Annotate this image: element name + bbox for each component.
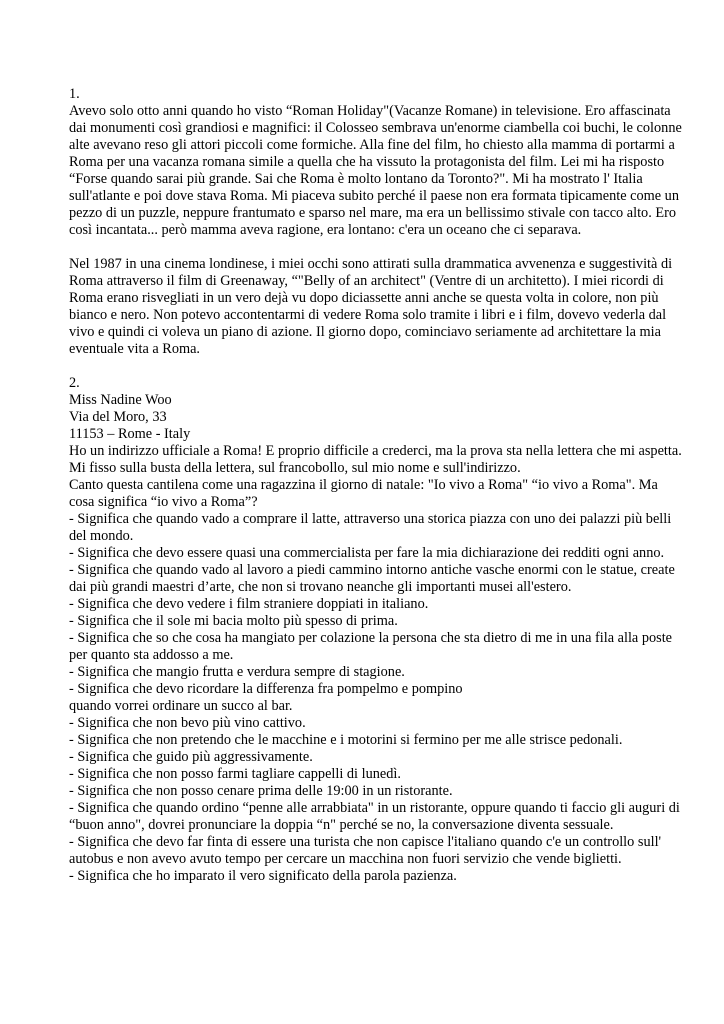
- list-item: - Significa che devo far finta di essere una turista che non capisce l'italiano quando c'e un controllo sull' autobus e non avevo avuto tempo per cercare un macchina non fuori servizio che vende biglietti.: [69, 834, 662, 867]
- section-1: [69, 86, 684, 358]
- paragraph: Nel 1987 in una cinema londinese, i miei occhi sono attirati sulla drammatica avvenenza e suggestività di Roma attraverso il film di Greenaway, “"Belly of an architect" (Ventre di un architetto). I miei ricordi di Roma erano risvegliati in un vero dejà vu dopo diciassette anni anche se questa volta in colore, non più bianco e nero. Non potevo accontentarmi di vedere Roma solo tramite i libri e i film, dovevo vederla dal vivo e quindi ci voleva un piano di azione. Il giorno dopo, cominciavo seriamente ad architettare la mia eventuale vita a Roma.: [69, 256, 673, 357]
- list-item: - Significa che non posso cenare prima delle 19:00 in un ristorante.: [69, 783, 453, 799]
- list-item: - Significa che so che cosa ha mangiato per colazione la persona che sta dietro di me in una fila alla poste per quanto sta addosso a me.: [69, 630, 673, 663]
- list-item: quando vorrei ordinare un succo al bar.: [69, 698, 293, 714]
- list-item: - Significa che quando vado al lavoro a piedi cammino intorno antiche vasche enormi con le statue, create dai più grandi maestri d’arte, che non si trovano neanche gli importanti musei all'estero.: [69, 562, 675, 595]
- section-number: 2.: [69, 375, 80, 391]
- list-item: - Significa che il sole mi bacia molto più spesso di prima.: [69, 613, 398, 629]
- list-item: - Significa che non bevo più vino cattivo.: [69, 715, 306, 731]
- list-item: - Significa che devo vedere i film straniere doppiati in italiano.: [69, 596, 429, 612]
- list-item: - Significa che quando vado a comprare il latte, attraverso una storica piazza con uno dei palazzi più belli del mondo.: [69, 511, 672, 544]
- paragraph-spacer: [69, 239, 684, 256]
- list-item: - Significa che guido più aggressivamente.: [69, 749, 313, 765]
- section-2: [69, 375, 684, 885]
- list-item: - Significa che devo essere quasi una commercialista per fare la mia dichiarazione dei redditi ogni anno.: [69, 545, 665, 561]
- list-item: - Significa che non pretendo che le macchine e i motorini si fermino per me alle strisce pedonali.: [69, 732, 623, 748]
- list-item: - Significa che quando ordino “penne alle arrabbiata" in un ristorante, oppure quando ti faccio gli auguri di “buon anno", dovrei pronunciare la doppia “n" perché se no, la conversazione diventa sessuale.: [69, 800, 680, 833]
- list-item: - Significa che devo ricordare la differenza fra pompelmo e pompino: [69, 681, 463, 697]
- address-city: 11153 – Rome - Italy: [69, 426, 191, 442]
- paragraph: Avevo solo otto anni quando ho visto “Roman Holiday"(Vacanze Romane) in televisione. Ero affascinata dai monumenti così grandiosi e magnifici: il Colosseo sembrava un'enorme ciambella coi buchi, le colonne alte avevano reso gli attori piccoli come formiche. Alla fine del film, ho chiesto alla mamma di portarmi a Roma per una vacanza romana simile a quella che ha vissuto la protagonista del film. Lei mi ha risposto “Forse quando sarai più grande. Sai che Roma è molto lontano da Toronto?". Mi ha mostrato l' Italia sull'atlante e poi dove stava Roma. Mi piaceva subito perché il paese non era formata tipicamente come un pezzo di un puzzle, neppure frantumato e sparso nel mare, ma era un bellissimo stivale con tacco alto. Ero così incantata... però mamma aveva ragione, era lontano: c'era un oceano che ci separava.: [69, 103, 682, 238]
- address-block: [69, 392, 684, 443]
- section-spacer: [69, 358, 684, 375]
- address-name: Miss Nadine Woo: [69, 392, 172, 408]
- list: [69, 511, 684, 885]
- list-item: - Significa che mangio frutta e verdura sempre di stagione.: [69, 664, 405, 680]
- section-number: 1.: [69, 86, 80, 102]
- paragraph: Ho un indirizzo ufficiale a Roma! E proprio difficile a crederci, ma la prova sta nella lettera che mi aspetta. Mi fisso sulla busta della lettera, sul francobollo, sul mio nome e sull'indirizzo.: [69, 443, 682, 476]
- address-street: Via del Moro, 33: [69, 409, 167, 425]
- list-item: - Significa che non posso farmi tagliare cappelli di lunedì.: [69, 766, 401, 782]
- paragraph: Canto questa cantilena come una ragazzina il giorno di natale: "Io vivo a Roma" “io vivo a Roma". Ma cosa significa “io vivo a Roma”?: [69, 477, 658, 510]
- list-item: - Significa che ho imparato il vero significato della parola pazienza.: [69, 868, 457, 884]
